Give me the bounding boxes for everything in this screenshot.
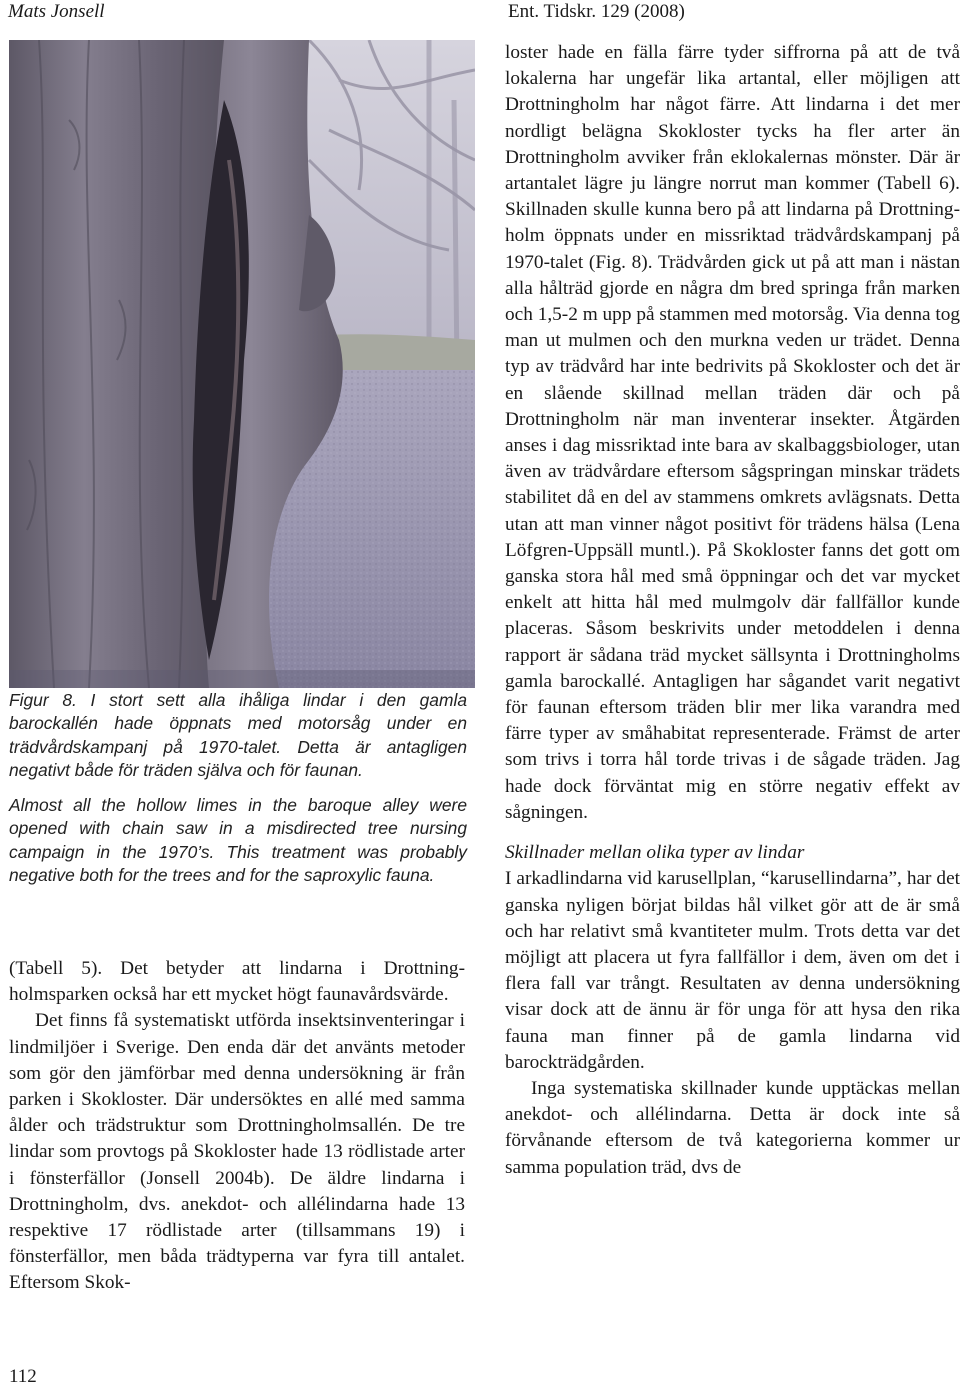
figure-caption-english: Almost all the hollow limes in the baroque alley were opened with chain saw in a misdirected tree nursing campaign in the 1970’s. This treatment was probably negative both for the trees and for the saproxylic fauna. — [9, 795, 467, 886]
body-paragraph: I arkadlindarna vid karusellplan, “karusellindarna”, har det ganska nyligen börjat bildas hål vilket gör att de är små och har relativt små kvantiteter mulm. Trots detta var det möjligt att placera ut fyra fallfällor i dem, även om det i flera fall var trångt. Resultaten av denna undersökning visar dock att de ännu är för unga för att hysa den rika fauna man finner på de gamla lindarna vid barockträdgården. — [505, 868, 960, 1073]
body-paragraph: Det finns få systematiskt utförda insektsinventeringar i lindmiljöer i Sverige. Den enda där det använts metoder som gör den jämförbar med denna undersökning är från parken i Skokloster. Där undersöktes en allé med samma ålder och trädstruktur som Drottningholmsallén. De tre lindar som provtogs på Skokloster hade 13 rödlistade arter i fönsterfällor (Jonsell 2004b). De äldre lindarna i Drottningholm, dvs. anekdot- och allélindarna hade 13 respektive 17 rödlistade arter (tillsammans 19) i fönsterfällor, men båda trädtyperna var fyra till antalet. Eftersom Skok- — [9, 1010, 465, 1294]
body-paragraph: Inga systematiska skillnader kunde upptäckas mellan anekdot- och allélindarna. Detta är dock inte så förvånande eftersom de två kategorierna kommer ur samma population träd, dvs de — [505, 1077, 960, 1178]
right-text-column — [505, 40, 960, 1181]
running-head-author: Mats Jonsell — [8, 1, 105, 22]
body-paragraph: (Tabell 5). Det betyder att lindarna i Drottningholmsparken också har ett mycket högt faunavårdsvärde. — [9, 958, 465, 1006]
running-head-journal: Ent. Tidskr. 129 (2008) — [508, 1, 685, 22]
page-number: 112 — [9, 1366, 37, 1387]
figure-caption-swedish: Figur 8. I stort sett alla ihåliga lindar i den gamla barockallén hade öppnats med motorsåg under en trädvårdskampanj på 1970-talet. Detta är antagligen negativt både för träden själva och för faunan. — [9, 690, 467, 781]
left-text-column — [9, 956, 465, 1297]
section-heading: Skillnader mellan olika typer av lindar — [505, 842, 805, 864]
body-paragraph: loster hade en fälla färre tyder siffrorna på att de två lokalerna har ungefär lika artantal, eller möjligen att Drottningholm har något färre. Att lindarna i det mer nordligt belägna Skokloster tycks ha fler arter än Drottningholm avviker från eklokalernas mönster. Där är artantalet lägre ju längre norrut man kommer (Tabell 6). Skillnaden skulle kunna bero på att lindarna på Drottningholm öppnats under en missriktad trädvårdskampanj på 1970-talet (Fig. 8). Trädvården gick ut på att man i nästan alla hålträd gjorde en några dm bred springa från marken och 1,5-2 m upp på stammen med motorsåg. Via denna tog man ut mulmen och den murkna veden ur trädet. Denna typ av trädvård har inte bedrivits på Skokloster och det är en slående skillnad mellan träden där och på Drottningholm när man inventerar insekter. Åtgärden anses i dag missriktad inte bara av skalbaggsbiologer, utan även av trädvårdare eftersom sågspringan minskar trädets stabilitet då en del av stammens omkrets avlägsnats. Detta utan att man vinner något positivt för trädens hälsa (Lena Löfgren-Uppsäll muntl.). På Skokloster fanns det gott om ganska stora hål med små öppningar och det var mycket enkelt att hitta hål med mulmgolv där fallfällor kunde placeras. Såsom beskrivits under metoddelen i denna rapport är sådana träd mycket sällsynta i Drottningholms gamla barockallé. Antagligen har sågandet varit negativt för faunan eftersom träden blir mer lika varandra med färre typer av småhabitat representerade. Främst de arter som trivs i torra hål torde trivas i de sågade träden. Jag hade dock förväntat mig en större negativ effekt av sågningen. — [505, 42, 960, 823]
figure-photo-hollow-lime-tree — [9, 40, 475, 688]
